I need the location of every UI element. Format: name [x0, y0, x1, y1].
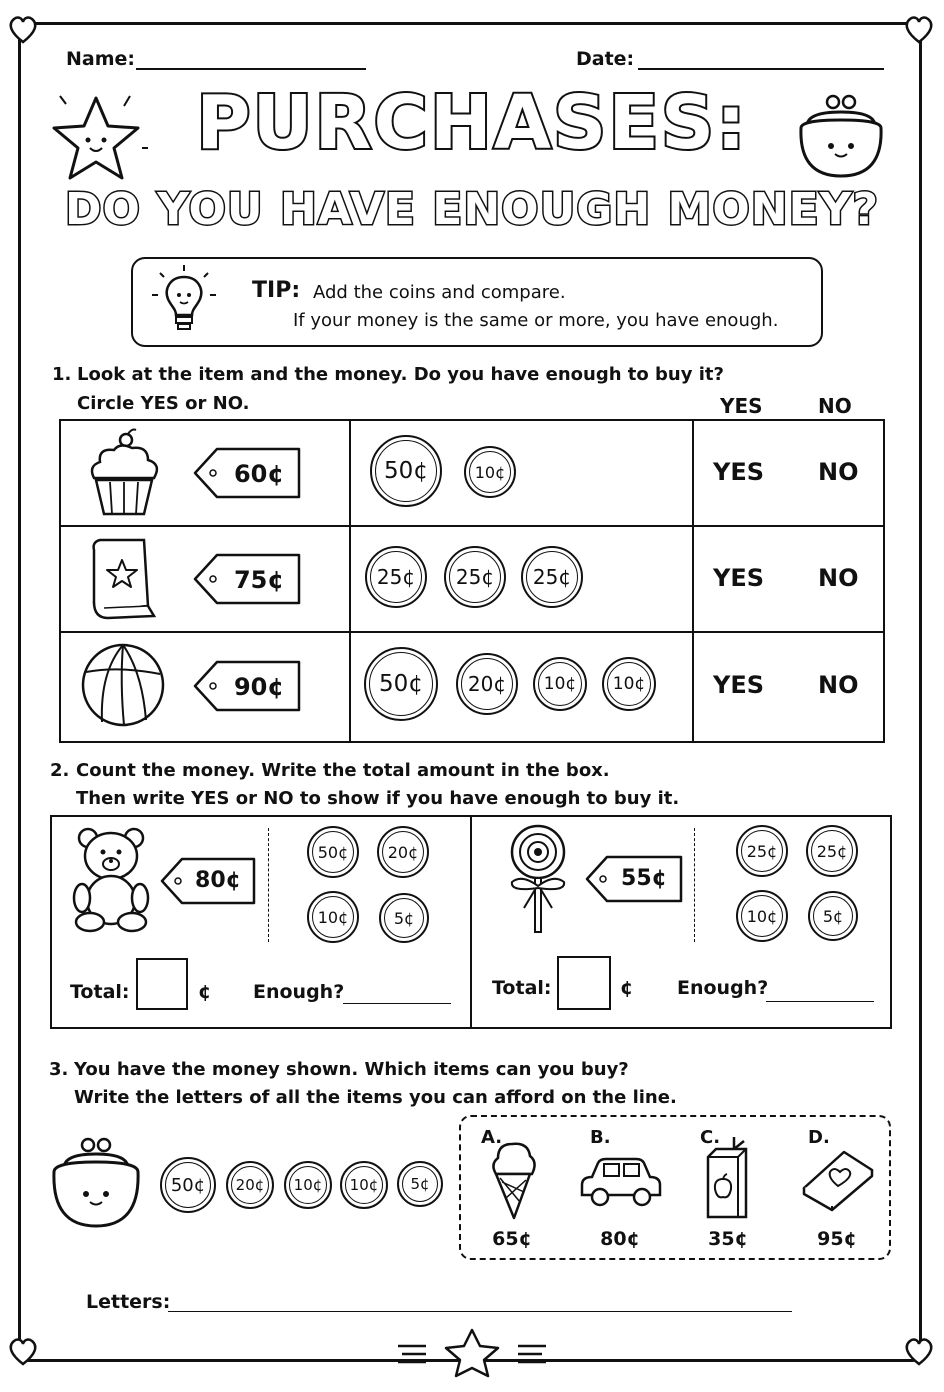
coin-10: 10¢ — [533, 657, 587, 711]
q3-instruction-1: You have the money shown. Which items can you buy? — [74, 1059, 629, 1080]
coin-50: 50¢ — [370, 435, 442, 507]
coin-10: 10¢ — [736, 890, 788, 942]
no-option[interactable]: NO — [818, 671, 859, 699]
heart-corner-icon — [902, 12, 936, 46]
item-price: 80¢ — [600, 1228, 640, 1250]
q3-number: 3. — [49, 1059, 69, 1080]
coin-25: 25¢ — [806, 825, 858, 877]
cent-label: ¢ — [620, 977, 634, 999]
smiling-star-icon — [48, 88, 148, 188]
q2-instruction-1: Count the money. Write the total amount in the box. — [76, 760, 610, 781]
no-option[interactable]: NO — [818, 564, 859, 592]
coin-20: 20¢ — [226, 1161, 274, 1209]
enough-answer-line[interactable] — [766, 1001, 874, 1002]
tip-text-1: Add the coins and compare. — [313, 282, 566, 303]
cent-label: ¢ — [198, 981, 212, 1003]
car-icon — [578, 1155, 664, 1207]
item-price: 95¢ — [817, 1228, 857, 1250]
item-letter: B. — [590, 1127, 611, 1148]
name-line[interactable] — [136, 68, 366, 70]
coin-25: 25¢ — [736, 825, 788, 877]
juice-box-icon — [700, 1135, 756, 1221]
letters-answer-line[interactable] — [168, 1311, 792, 1312]
q2-number: 2. — [50, 760, 70, 781]
coin-purse-icon — [793, 92, 891, 182]
item-letter: C. — [700, 1127, 721, 1148]
q1-instruction-2: Circle YES or NO. — [77, 393, 250, 414]
heart-corner-icon — [902, 1334, 936, 1368]
q2-instruction-2: Then write YES or NO to show if you have enough to buy it. — [76, 788, 680, 809]
dashed-divider — [694, 828, 695, 942]
coin-20: 20¢ — [377, 826, 429, 878]
ice-cream-icon — [488, 1138, 538, 1220]
date-line[interactable] — [638, 68, 884, 70]
title-line-2: DO YOU HAVE ENOUGH MONEY? — [64, 184, 880, 235]
lollipop-icon — [500, 824, 576, 936]
coin-25: 25¢ — [365, 546, 427, 608]
coin-25: 25¢ — [444, 546, 506, 608]
coin-25: 25¢ — [521, 546, 583, 608]
letters-label: Letters: — [86, 1291, 171, 1313]
item-price: 35¢ — [708, 1228, 748, 1250]
dashed-divider — [268, 828, 269, 942]
total-label: Total: — [492, 977, 552, 999]
coin-5: 5¢ — [379, 893, 429, 943]
item-letter: A. — [481, 1127, 503, 1148]
col-no-header: NO — [818, 394, 852, 418]
q1-number: 1. — [52, 364, 72, 385]
coin-5: 5¢ — [808, 891, 858, 941]
no-option[interactable]: NO — [818, 458, 859, 486]
date-label: Date: — [576, 48, 635, 70]
item-price: 65¢ — [492, 1228, 532, 1250]
coin-50: 50¢ — [307, 826, 359, 878]
coin-50: 50¢ — [364, 647, 438, 721]
panel-divider — [470, 815, 472, 1029]
book-star-icon — [82, 536, 164, 622]
title-line-1: PURCHASES: — [196, 80, 748, 166]
teddy-bear-icon — [70, 826, 152, 932]
yes-option[interactable]: YES — [713, 564, 765, 592]
enough-answer-line[interactable] — [343, 1003, 451, 1004]
yes-option[interactable]: YES — [713, 671, 765, 699]
price-label: 80¢ — [195, 868, 241, 893]
coin-10: 10¢ — [464, 446, 516, 498]
coin-10: 10¢ — [340, 1161, 388, 1209]
name-label: Name: — [66, 48, 136, 70]
heart-book-icon — [800, 1148, 876, 1210]
beach-ball-icon — [80, 642, 166, 728]
price-label: 55¢ — [621, 866, 667, 891]
q1-instruction-1: Look at the item and the money. Do you have enough to buy it? — [77, 364, 724, 385]
coin-10: 10¢ — [602, 657, 656, 711]
price-label: 90¢ — [233, 673, 285, 701]
col-yes-header: YES — [720, 394, 763, 418]
coin-10: 10¢ — [307, 891, 359, 943]
yes-option[interactable]: YES — [713, 458, 765, 486]
heart-corner-icon — [6, 12, 40, 46]
price-label: 60¢ — [233, 460, 285, 488]
coin-50: 50¢ — [160, 1157, 216, 1213]
price-label: 75¢ — [233, 566, 285, 594]
coin-10: 10¢ — [284, 1161, 332, 1209]
q3-instruction-2: Write the letters of all the items you can afford on the line. — [74, 1087, 677, 1108]
tip-text-2: If your money is the same or more, you have enough. — [293, 310, 779, 331]
item-letter: D. — [808, 1127, 830, 1148]
coin-20: 20¢ — [456, 653, 518, 715]
star-divider-icon — [396, 1326, 548, 1378]
enough-label: Enough? — [253, 981, 345, 1003]
enough-label: Enough? — [677, 977, 769, 999]
coin-purse-icon — [48, 1136, 144, 1230]
cupcake-icon — [84, 428, 164, 518]
total-answer-box[interactable] — [136, 958, 188, 1010]
tip-label: TIP: — [252, 278, 301, 303]
lightbulb-icon — [150, 265, 218, 339]
total-label: Total: — [70, 981, 130, 1003]
coin-5: 5¢ — [397, 1161, 443, 1207]
heart-corner-icon — [6, 1334, 40, 1368]
total-answer-box[interactable] — [557, 956, 611, 1010]
